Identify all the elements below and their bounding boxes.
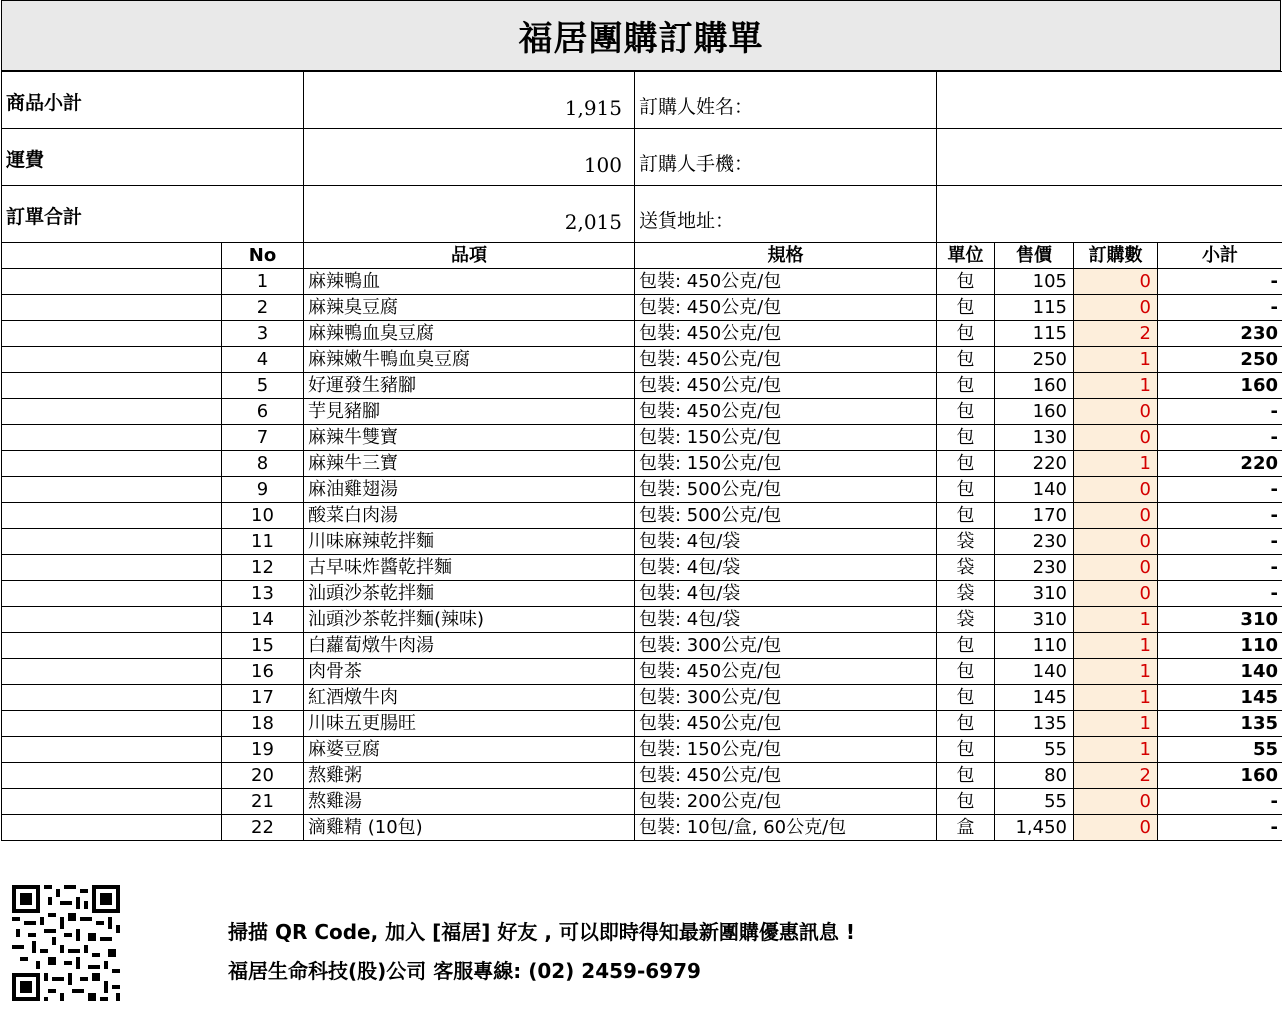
row-no: 10: [222, 503, 304, 529]
row-item: 麻辣牛雙寶: [304, 425, 635, 451]
row-subtotal: 140: [1158, 659, 1282, 685]
row-qty-input[interactable]: 0: [1074, 555, 1158, 581]
row-item: 麻油雞翅湯: [304, 477, 635, 503]
row-spec: 包裝: 450公克/包: [635, 347, 937, 373]
blank-cell: [2, 373, 222, 399]
row-no: 12: [222, 555, 304, 581]
row-no: 1: [222, 269, 304, 295]
row-qty-input[interactable]: 0: [1074, 425, 1158, 451]
row-no: 3: [222, 321, 304, 347]
row-item: 麻辣臭豆腐: [304, 295, 635, 321]
row-qty-input[interactable]: 1: [1074, 737, 1158, 763]
header-no: No: [222, 243, 304, 269]
blank-cell: [2, 295, 222, 321]
row-item: 紅酒燉牛肉: [304, 685, 635, 711]
row-subtotal: -: [1158, 555, 1282, 581]
items-header-row: [2, 243, 1282, 269]
blank-cell: [2, 737, 222, 763]
row-item: 白蘿蔔燉牛肉湯: [304, 633, 635, 659]
table-row: [2, 737, 1282, 763]
blank-cell: [2, 633, 222, 659]
row-unit: 包: [937, 659, 995, 685]
row-subtotal: -: [1158, 529, 1282, 555]
row-price: 130: [995, 425, 1074, 451]
row-qty-input[interactable]: 0: [1074, 581, 1158, 607]
row-no: 4: [222, 347, 304, 373]
row-subtotal: 160: [1158, 763, 1282, 789]
row-item: 麻婆豆腐: [304, 737, 635, 763]
orderer-phone-field[interactable]: [937, 129, 1282, 186]
row-item: 汕頭沙茶乾拌麵: [304, 581, 635, 607]
row-item: 川味五更腸旺: [304, 711, 635, 737]
row-price: 55: [995, 789, 1074, 815]
row-spec: 包裝: 10包/盒, 60公克/包: [635, 815, 937, 841]
summary-row-subtotal: [2, 72, 1282, 129]
row-price: 105: [995, 269, 1074, 295]
row-unit: 包: [937, 477, 995, 503]
row-price: 160: [995, 399, 1074, 425]
row-subtotal: 250: [1158, 347, 1282, 373]
row-unit: 包: [937, 763, 995, 789]
row-item: 熬雞湯: [304, 789, 635, 815]
row-price: 80: [995, 763, 1074, 789]
row-qty-input[interactable]: 1: [1074, 451, 1158, 477]
row-no: 18: [222, 711, 304, 737]
footer-company-hotline: 福居生命科技(股)公司 客服專線: (02) 2459-6979: [228, 959, 701, 983]
row-qty-input[interactable]: 0: [1074, 815, 1158, 841]
orderer-name-field[interactable]: [937, 72, 1282, 129]
blank-cell: [2, 269, 222, 295]
row-spec: 包裝: 450公克/包: [635, 399, 937, 425]
blank-cell: [2, 659, 222, 685]
row-spec: 包裝: 500公克/包: [635, 477, 937, 503]
row-subtotal: 160: [1158, 373, 1282, 399]
table-row: [2, 685, 1282, 711]
blank-cell: [2, 425, 222, 451]
table-row: [2, 529, 1282, 555]
row-no: 19: [222, 737, 304, 763]
row-subtotal: 310: [1158, 607, 1282, 633]
row-spec: 包裝: 450公克/包: [635, 711, 937, 737]
row-subtotal: -: [1158, 503, 1282, 529]
row-price: 135: [995, 711, 1074, 737]
row-qty-input[interactable]: 2: [1074, 321, 1158, 347]
row-spec: 包裝: 200公克/包: [635, 789, 937, 815]
row-price: 160: [995, 373, 1074, 399]
row-price: 170: [995, 503, 1074, 529]
address-label: 送貨地址：: [635, 186, 937, 243]
row-subtotal: -: [1158, 477, 1282, 503]
row-unit: 包: [937, 373, 995, 399]
blank-cell: [2, 763, 222, 789]
blank-cell: [2, 685, 222, 711]
row-item: 肉骨茶: [304, 659, 635, 685]
row-subtotal: -: [1158, 581, 1282, 607]
row-subtotal: 230: [1158, 321, 1282, 347]
row-item: 麻辣牛三寶: [304, 451, 635, 477]
row-subtotal: -: [1158, 399, 1282, 425]
row-price: 310: [995, 607, 1074, 633]
table-row: [2, 763, 1282, 789]
blank-cell: [2, 815, 222, 841]
header-subtotal: 小計: [1158, 243, 1282, 269]
table-row: [2, 347, 1282, 373]
orderer-name-label: 訂購人姓名：: [635, 72, 937, 129]
row-subtotal: -: [1158, 269, 1282, 295]
row-unit: 袋: [937, 529, 995, 555]
row-unit: 包: [937, 295, 995, 321]
row-spec: 包裝: 450公克/包: [635, 295, 937, 321]
table-row: [2, 581, 1282, 607]
row-no: 6: [222, 399, 304, 425]
summary-row-total: [2, 186, 1282, 243]
row-no: 22: [222, 815, 304, 841]
row-spec: 包裝: 150公克/包: [635, 425, 937, 451]
row-price: 115: [995, 295, 1074, 321]
row-item: 古早味炸醬乾拌麵: [304, 555, 635, 581]
row-price: 55: [995, 737, 1074, 763]
table-row: [2, 789, 1282, 815]
header-item: 品項: [304, 243, 635, 269]
page-title: 福居團購訂購單: [1, 0, 1281, 71]
blank-cell: [2, 529, 222, 555]
row-price: 1,450: [995, 815, 1074, 841]
blank-cell: [2, 347, 222, 373]
blank-cell: [2, 477, 222, 503]
blank-header-cell: [2, 243, 222, 269]
row-unit: 袋: [937, 555, 995, 581]
row-unit: 包: [937, 347, 995, 373]
row-no: 8: [222, 451, 304, 477]
total-label: 訂單合計: [2, 186, 304, 243]
row-item: 芋見豬腳: [304, 399, 635, 425]
row-spec: 包裝: 300公克/包: [635, 633, 937, 659]
row-price: 220: [995, 451, 1074, 477]
subtotal-label: 商品小計: [2, 72, 304, 129]
table-row: [2, 659, 1282, 685]
row-subtotal: 220: [1158, 451, 1282, 477]
row-unit: 包: [937, 425, 995, 451]
row-price: 145: [995, 685, 1074, 711]
table-row: [2, 451, 1282, 477]
row-unit: 包: [937, 321, 995, 347]
row-unit: 包: [937, 789, 995, 815]
table-row: [2, 555, 1282, 581]
row-unit: 包: [937, 633, 995, 659]
row-subtotal: -: [1158, 425, 1282, 451]
row-unit: 包: [937, 269, 995, 295]
header-unit: 單位: [937, 243, 995, 269]
row-item: 川味麻辣乾拌麵: [304, 529, 635, 555]
shipping-value[interactable]: 100: [304, 129, 635, 186]
row-unit: 包: [937, 711, 995, 737]
row-unit: 盒: [937, 815, 995, 841]
table-row: [2, 607, 1282, 633]
row-item: 麻辣鴨血臭豆腐: [304, 321, 635, 347]
row-unit: 袋: [937, 581, 995, 607]
row-no: 5: [222, 373, 304, 399]
row-price: 140: [995, 659, 1074, 685]
blank-cell: [2, 321, 222, 347]
table-row: [2, 373, 1282, 399]
blank-cell: [2, 581, 222, 607]
row-subtotal: -: [1158, 295, 1282, 321]
row-price: 310: [995, 581, 1074, 607]
blank-cell: [2, 399, 222, 425]
blank-cell: [2, 451, 222, 477]
row-no: 13: [222, 581, 304, 607]
row-unit: 包: [937, 737, 995, 763]
table-row: [2, 269, 1282, 295]
row-qty-input[interactable]: 1: [1074, 633, 1158, 659]
row-no: 7: [222, 425, 304, 451]
blank-cell: [2, 503, 222, 529]
row-no: 11: [222, 529, 304, 555]
row-qty-input[interactable]: 1: [1074, 607, 1158, 633]
blank-cell: [2, 555, 222, 581]
row-qty-input[interactable]: 0: [1074, 477, 1158, 503]
row-spec: 包裝: 4包/袋: [635, 555, 937, 581]
row-subtotal: 135: [1158, 711, 1282, 737]
row-qty-input[interactable]: 0: [1074, 295, 1158, 321]
row-item: 麻辣鴨血: [304, 269, 635, 295]
row-price: 230: [995, 555, 1074, 581]
row-item: 酸菜白肉湯: [304, 503, 635, 529]
row-qty-input[interactable]: 1: [1074, 659, 1158, 685]
row-subtotal: -: [1158, 789, 1282, 815]
row-subtotal: -: [1158, 815, 1282, 841]
row-qty-input[interactable]: 1: [1074, 685, 1158, 711]
summary-row-shipping: [2, 129, 1282, 186]
row-qty-input[interactable]: 0: [1074, 269, 1158, 295]
row-unit: 包: [937, 503, 995, 529]
row-qty-input[interactable]: 0: [1074, 503, 1158, 529]
subtotal-value[interactable]: 1,915: [304, 72, 635, 129]
row-no: 20: [222, 763, 304, 789]
row-no: 16: [222, 659, 304, 685]
row-qty-input[interactable]: 1: [1074, 711, 1158, 737]
row-spec: 包裝: 4包/袋: [635, 581, 937, 607]
table-row: [2, 425, 1282, 451]
row-no: 21: [222, 789, 304, 815]
row-qty-input[interactable]: 2: [1074, 763, 1158, 789]
row-subtotal: 145: [1158, 685, 1282, 711]
orderer-phone-label: 訂購人手機：: [635, 129, 937, 186]
blank-cell: [2, 607, 222, 633]
header-price: 售價: [995, 243, 1074, 269]
row-item: 好運發生豬腳: [304, 373, 635, 399]
row-unit: 包: [937, 399, 995, 425]
row-spec: 包裝: 450公克/包: [635, 269, 937, 295]
row-spec: 包裝: 450公克/包: [635, 373, 937, 399]
footer-qr-message: 掃描 QR Code, 加入 [福居] 好友 , 可以即時得知最新團購優惠訊息 !: [228, 920, 856, 944]
row-subtotal: 55: [1158, 737, 1282, 763]
row-unit: 包: [937, 451, 995, 477]
row-qty-input[interactable]: 0: [1074, 399, 1158, 425]
table-row: [2, 399, 1282, 425]
row-price: 110: [995, 633, 1074, 659]
row-price: 250: [995, 347, 1074, 373]
row-spec: 包裝: 500公克/包: [635, 503, 937, 529]
row-spec: 包裝: 4包/袋: [635, 529, 937, 555]
table-row: [2, 477, 1282, 503]
row-price: 115: [995, 321, 1074, 347]
qr-code-icon[interactable]: [12, 885, 120, 1001]
row-unit: 袋: [937, 607, 995, 633]
row-unit: 包: [937, 685, 995, 711]
row-price: 140: [995, 477, 1074, 503]
row-qty-input[interactable]: 0: [1074, 529, 1158, 555]
table-row: [2, 711, 1282, 737]
row-item: 麻辣嫩牛鴨血臭豆腐: [304, 347, 635, 373]
order-summary-table: [1, 71, 1282, 243]
row-subtotal: 110: [1158, 633, 1282, 659]
row-no: 9: [222, 477, 304, 503]
row-item: 熬雞粥: [304, 763, 635, 789]
table-row: [2, 321, 1282, 347]
row-qty-input[interactable]: 0: [1074, 789, 1158, 815]
shipping-label: 運費: [2, 129, 304, 186]
row-spec: 包裝: 450公克/包: [635, 321, 937, 347]
blank-cell: [2, 711, 222, 737]
row-no: 15: [222, 633, 304, 659]
row-item: 滴雞精 (10包): [304, 815, 635, 841]
table-row: [2, 295, 1282, 321]
row-no: 17: [222, 685, 304, 711]
total-value[interactable]: 2,015: [304, 186, 635, 243]
items-table: [1, 242, 1282, 841]
row-spec: 包裝: 450公克/包: [635, 659, 937, 685]
row-no: 2: [222, 295, 304, 321]
header-qty: 訂購數: [1074, 243, 1158, 269]
row-spec: 包裝: 450公克/包: [635, 763, 937, 789]
row-no: 14: [222, 607, 304, 633]
address-field[interactable]: [937, 186, 1282, 243]
row-spec: 包裝: 150公克/包: [635, 451, 937, 477]
row-spec: 包裝: 150公克/包: [635, 737, 937, 763]
table-row: [2, 633, 1282, 659]
row-item: 汕頭沙茶乾拌麵(辣味): [304, 607, 635, 633]
row-price: 230: [995, 529, 1074, 555]
header-spec: 規格: [635, 243, 937, 269]
row-qty-input[interactable]: 1: [1074, 373, 1158, 399]
blank-cell: [2, 789, 222, 815]
table-row: [2, 815, 1282, 841]
row-spec: 包裝: 300公克/包: [635, 685, 937, 711]
table-row: [2, 503, 1282, 529]
row-qty-input[interactable]: 1: [1074, 347, 1158, 373]
row-spec: 包裝: 4包/袋: [635, 607, 937, 633]
